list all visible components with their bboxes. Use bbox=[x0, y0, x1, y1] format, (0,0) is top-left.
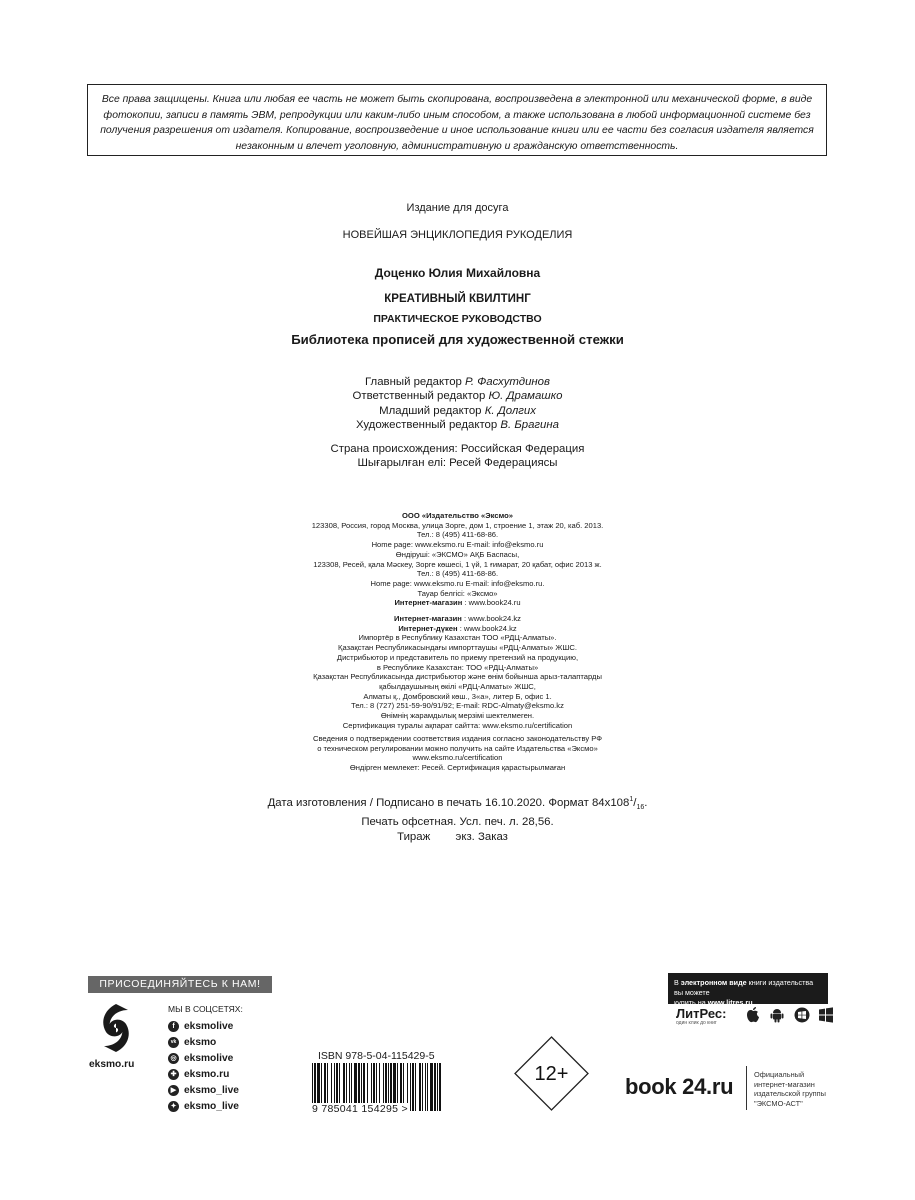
country-kz: Шығарылған елі: Ресей Федерациясы bbox=[357, 457, 558, 470]
instagram-icon: ◎ bbox=[168, 1053, 179, 1064]
cert-line: www.eksmo.ru/certification bbox=[412, 753, 503, 763]
eksmo-logo-icon bbox=[96, 1000, 136, 1056]
publisher-line: Өндіруші: «ЭКСМО» АҚБ Баспасы, bbox=[395, 549, 520, 559]
cert-line: Сведения о подтверждении соответствия издания согласно законодательству РФ bbox=[312, 734, 603, 743]
cert-line: Өндірген мемлекет: Ресей. Сертификация қарастырылмаған bbox=[349, 763, 566, 773]
publisher-line: Тел.: 8 (495) 411-68-86. bbox=[416, 569, 499, 579]
twitter-icon: ✦ bbox=[168, 1101, 179, 1112]
kz-line: Қазақстан Республикасындағы импорттаушы «РДЦ-Алматы» ЖШС. bbox=[338, 643, 577, 653]
eksmo-url[interactable]: eksmo.ru bbox=[89, 1059, 135, 1070]
publisher-line: Тауар белгісі: «Эксмо» bbox=[417, 588, 498, 598]
litres-banner[interactable]: В электронном виде книги издательства вы можете купить на www.litres.ru bbox=[668, 973, 828, 1004]
barcode-digits: 9 785041 154295 > bbox=[312, 1103, 408, 1115]
social-title: МЫ В СОЦСЕТЯХ: bbox=[168, 1004, 243, 1014]
vk-icon: vk bbox=[168, 1037, 179, 1048]
book-subtitle-2: Библиотека прописей для художественной стежки bbox=[291, 332, 624, 347]
country-info bbox=[0, 442, 915, 471]
android-icon bbox=[769, 1007, 785, 1023]
divider bbox=[746, 1066, 747, 1110]
age-rating-badge bbox=[514, 1036, 589, 1111]
kz-line: Интернет-магазин : www.book24.kz bbox=[394, 614, 521, 623]
publisher-line: Home page: www.eksmo.ru E-mail: info@eksmo.ru. bbox=[370, 578, 545, 588]
publisher-block bbox=[0, 511, 915, 608]
print-date-format: Дата изготовления / Подписано в печать 16.10.2020. Формат $84х108^1/_{16}$. bbox=[267, 796, 648, 812]
social-instagram[interactable]: ◎ eksmolive bbox=[168, 1052, 233, 1066]
social-ok[interactable]: ✚ eksmo.ru bbox=[168, 1068, 229, 1082]
staff-line: Художественный редактор В. Брагина bbox=[356, 419, 559, 432]
kz-line: Импортёр в Республику Казахстан ТОО «РДЦ-Алматы». bbox=[358, 633, 557, 643]
age-rating-text: 12+ bbox=[534, 1063, 569, 1085]
isbn-number: ISBN 978-5-04-115429-5 bbox=[318, 1050, 435, 1062]
staff-line: Главный редактор Р. Фасхутдинов bbox=[365, 376, 550, 388]
print-type: Печать офсетная. Усл. печ. л. 28,56. bbox=[361, 816, 554, 829]
kz-line: Тел.: 8 (727) 251-59-90/91/92; E-mail: RDC-Almaty@eksmo.kz bbox=[351, 701, 564, 711]
kz-line: Интернет-дүкен : www.book24.kz bbox=[398, 623, 517, 633]
litres-logo[interactable]: ЛитРес: bbox=[676, 1006, 727, 1021]
publisher-line: 123308, Ресей, қала Мәскеу, Зорге көшесі, 1 үй, 1 ғимарат, 20 қабат, офис 2013 ж. bbox=[313, 559, 602, 569]
author-name: Доценко Юлия Михайловна bbox=[374, 266, 541, 280]
edition-type: Издание для досуга bbox=[406, 202, 509, 214]
social-youtube[interactable]: ▶ eksmo_live bbox=[168, 1084, 239, 1098]
print-run: Тираж экз. Заказ bbox=[397, 830, 508, 843]
staff-line: Ответственный редактор Ю. Драмашко bbox=[352, 390, 563, 403]
apple-icon bbox=[745, 1007, 761, 1023]
facebook-icon: f bbox=[168, 1021, 179, 1032]
windows-phone-icon bbox=[794, 1007, 810, 1023]
print-info bbox=[0, 793, 915, 844]
social-vk[interactable]: vk eksmo bbox=[168, 1036, 216, 1050]
kz-line: Сертификация туралы ақпарат сайтта: www.eksmo.ru/certification bbox=[342, 720, 573, 730]
social-twitter[interactable]: ✦ eksmo_live bbox=[168, 1100, 239, 1114]
youtube-icon: ▶ bbox=[168, 1085, 179, 1096]
publisher-line: Тел.: 8 (495) 411-68-86. bbox=[416, 530, 499, 540]
country-ru: Страна происхождения: Российская Федерация bbox=[330, 443, 585, 455]
book-subtitle: ПРАКТИЧЕСКОЕ РУКОВОДСТВО bbox=[373, 313, 542, 325]
windows-icon bbox=[818, 1007, 834, 1023]
book-title: КРЕАТИВНЫЙ КВИЛТИНГ bbox=[384, 293, 531, 305]
rights-notice: Все права защищены. Книга или любая ее часть не может быть скопирована, воспроизведена в электронной или механической форме, в виде фотокопии, записи в память ЭВМ, репродукции или каким-либо иным способом, а также использована в любой информационной системе без получения разрешения от издателя. Копирование, воспроизведение и иное использование книги или ее части без согласия издателя является незаконным и влечет уголовную, административную и гражданскую ответственность. bbox=[87, 84, 827, 156]
kz-line: в Республике Казахстан: ТОО «РДЦ-Алматы» bbox=[376, 662, 539, 672]
platform-icons bbox=[745, 1007, 838, 1028]
kz-line: қабылдаушының өкілі «РДЦ-Алматы» ЖШС, bbox=[379, 681, 536, 691]
certification-block bbox=[0, 734, 915, 773]
staff-list bbox=[0, 375, 915, 433]
publisher-line: 123308, Россия, город Москва, улица Зорге, дом 1, строение 1, этаж 20, каб. 2013. bbox=[311, 520, 604, 530]
publisher-line: Home page: www.eksmo.ru E-mail: info@eksmo.ru bbox=[371, 540, 544, 550]
book24-logo[interactable]: book 24.ru bbox=[625, 1074, 734, 1099]
social-facebook[interactable]: f eksmolive bbox=[168, 1020, 233, 1034]
publisher-line: Интернет-магазин : www.book24.ru bbox=[394, 598, 521, 608]
book24-description: Официальный интернет-магазин издательской группы "ЭКСМО-АСТ" bbox=[754, 1070, 826, 1108]
join-us-banner: ПРИСОЕДИНЯЙТЕСЬ К НАМ! bbox=[88, 976, 272, 993]
kz-line: Өнімнің жарамдылық мерзімі шектелмеген. bbox=[380, 711, 535, 721]
kz-line: Қазақстан Республикасында дистрибьютор және өнім бойынша арыз-талаптарды bbox=[313, 672, 602, 682]
litres-tagline: один клик до книг bbox=[676, 1020, 717, 1026]
series-title: НОВЕЙШАЯ ЭНЦИКЛОПЕДИЯ РУКОДЕЛИЯ bbox=[342, 229, 573, 241]
cert-line: о техническом регулировании можно получить на сайте Издательства «Эксмо» bbox=[317, 743, 598, 753]
kazakhstan-block bbox=[0, 614, 915, 730]
kz-line: Алматы қ., Домбровский көш., 3«а», литер Б, офис 1. bbox=[363, 691, 552, 701]
kz-line: Дистрибьютор и представитель по приему претензий на продукцию, bbox=[336, 652, 579, 662]
ok-icon: ✚ bbox=[168, 1069, 179, 1080]
publisher-line: ООО «Издательство «Эксмо» bbox=[402, 511, 513, 520]
staff-line: Младший редактор К. Долгих bbox=[379, 404, 536, 417]
